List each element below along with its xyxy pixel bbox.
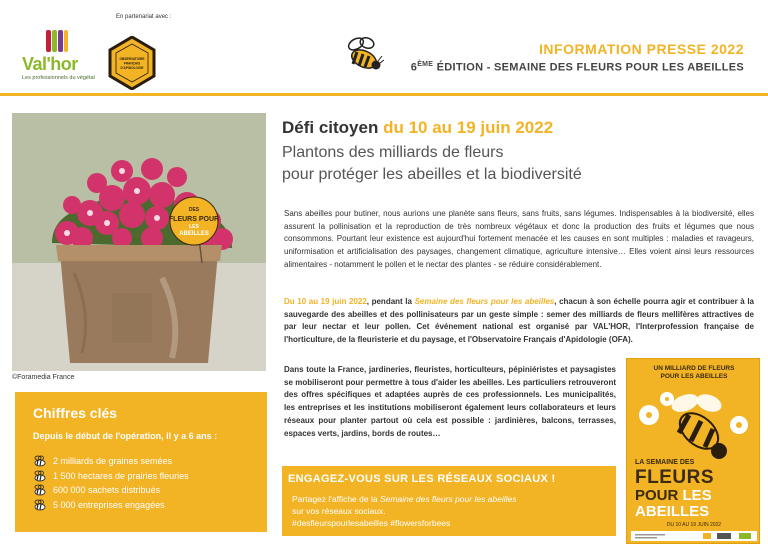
campaign-poster <box>626 358 760 544</box>
key-figures-subtitle: Depuis le début de l'opération, il y a 6 ans : <box>33 431 218 441</box>
social-media-box <box>282 466 616 536</box>
headline-date: du 10 au 19 juin 2022 <box>383 118 554 137</box>
press-release-title: INFORMATION PRESSE 2022 <box>539 41 744 57</box>
stat-text: 5 000 entreprises engagées <box>53 499 165 510</box>
headline <box>282 118 553 138</box>
poster-date: DU 10 AU 19 JUIN 2022 <box>666 522 722 528</box>
poster-partner-logos <box>631 531 757 541</box>
subheadline-line-1: Plantons des milliards de fleurs <box>282 144 504 161</box>
stat-text: 2 milliards de graines semées <box>53 456 173 466</box>
stat-text: 600 000 sachets distribués <box>53 485 161 495</box>
body-paragraph-1: Sans abeilles pour butiner, nous aurions une planète sans fleurs, sans fruits, sans légumes. Indispensables à la biodiversité, elles assurent la pollinisation et la reproduction de très nombreux végétaux et donc la production des fruits et légumes que nous consommons. Pourtant leur existence est aujourd'hui fortement menacée et les causes en sont multiples : maladies et ravageurs, uniformisation et artificialisation des paysages, changement climatique, agriculture intensive… Elles voient ainsi leurs ressources alimentaires - notamment le pollen et le nectar des plantes - se réduire considérablement. <box>284 209 754 269</box>
poster-title-line-3: POUR LES <box>635 487 712 504</box>
bee-icon <box>33 484 47 496</box>
poster-tagline-2: POUR LES ABEILLES <box>660 373 728 380</box>
pot-tag-line-1: DES <box>188 207 200 213</box>
body-paragraph-3: Dans toute la France, jardineries, fleuristes, horticulteurs, pépiniéristes et paysagistes se mobiliseront pour permettre à tous d'aider les abeilles. Les particuliers retrouveront des offres spécifiques et adaptées auprès de ces professionnels. Les municipalités, les entreprises et les institutions mobiliseront également leurs collaborateurs et leurs réseaux pour planter partout où cela est possible : jardinières, balcons, terrasses, espaces verts, jardins, bords de routes… <box>284 365 616 438</box>
valhor-logo <box>22 22 102 92</box>
partner-label: En partenariat avec : <box>116 14 172 20</box>
flower-pot-illustration <box>12 113 266 371</box>
list-item <box>33 469 189 483</box>
svg-text:FRANÇAIS: FRANÇAIS <box>123 61 141 66</box>
stat-text: 1 500 hectares de prairies fleuries <box>53 470 189 481</box>
body-paragraph-2: Du 10 au 19 juin 2022, pendant la Semaine des fleurs pour les abeilles, chacun à son échelle pourra agir et contribuer à la sauvegarde des abeilles et des pollinisateurs par un geste simple : semer des milliards de fleurs mellifères attractives de par leur nectar et leur pollen. Cet événement national est organisé par VAL'HOR, l'Interprofession française de l'horticulture, de la fleuristerie et du paysage, et l'Observatoire Français d'Apidologie (OFA). <box>284 297 754 345</box>
brand-name: Val'hor <box>22 54 78 74</box>
valhor-flower-icon <box>46 30 68 52</box>
key-figures-box <box>15 392 267 532</box>
ofa-logo <box>108 36 156 90</box>
bee-icon <box>33 499 47 511</box>
poster-tagline-1: UN MILLIARD DE FLEURS <box>653 365 735 372</box>
social-text-line-1: Partagez l'affiche de la Semaine des fleurs pour les abeilles <box>292 494 517 504</box>
poster-title-line-2: FLEURS <box>635 467 714 488</box>
poster-title-line-4: ABEILLES <box>635 503 710 520</box>
headline-prefix: Défi citoyen <box>282 118 384 137</box>
svg-text:D'APIDOLOGIE: D'APIDOLOGIE <box>120 66 144 70</box>
social-title: ENGAGEZ-VOUS SUR LES RÉSEAUX SOCIAUX ! <box>288 473 556 485</box>
pot-tag-line-3: LES <box>189 224 199 230</box>
social-hashtags[interactable]: #desfleurspourlesabeilles #flowersforbees <box>292 518 451 528</box>
flower-pot-photo <box>12 113 266 371</box>
pot-tag-line-2: FLEURS POUR <box>168 216 220 223</box>
svg-text:OBSERVATOIRE: OBSERVATOIRE <box>119 57 145 61</box>
bee-icon <box>33 470 47 482</box>
list-item <box>33 454 189 468</box>
edition-subtitle: 6ÈME ÉDITION - SEMAINE DES FLEURS POUR LES ABEILLES <box>410 61 744 74</box>
pot-tag-line-4: ABEILLES <box>179 231 209 237</box>
photo-credit: ©Foramedia France <box>12 374 75 381</box>
poster-title-line-1: LA SEMAINE DES <box>635 459 695 466</box>
bee-icon <box>342 34 384 74</box>
list-item <box>33 483 189 497</box>
header-divider <box>0 93 768 96</box>
key-figures-title: Chiffres clés <box>33 405 118 421</box>
brand-tagline: Les professionnels du végétal <box>22 75 95 81</box>
social-text-line-2: sur vos réseaux sociaux. <box>292 506 386 516</box>
bee-icon <box>33 455 47 467</box>
key-figures-list <box>33 454 189 512</box>
subheadline-line-2: pour protéger les abeilles et la biodiversité <box>282 166 582 183</box>
list-item <box>33 498 189 512</box>
